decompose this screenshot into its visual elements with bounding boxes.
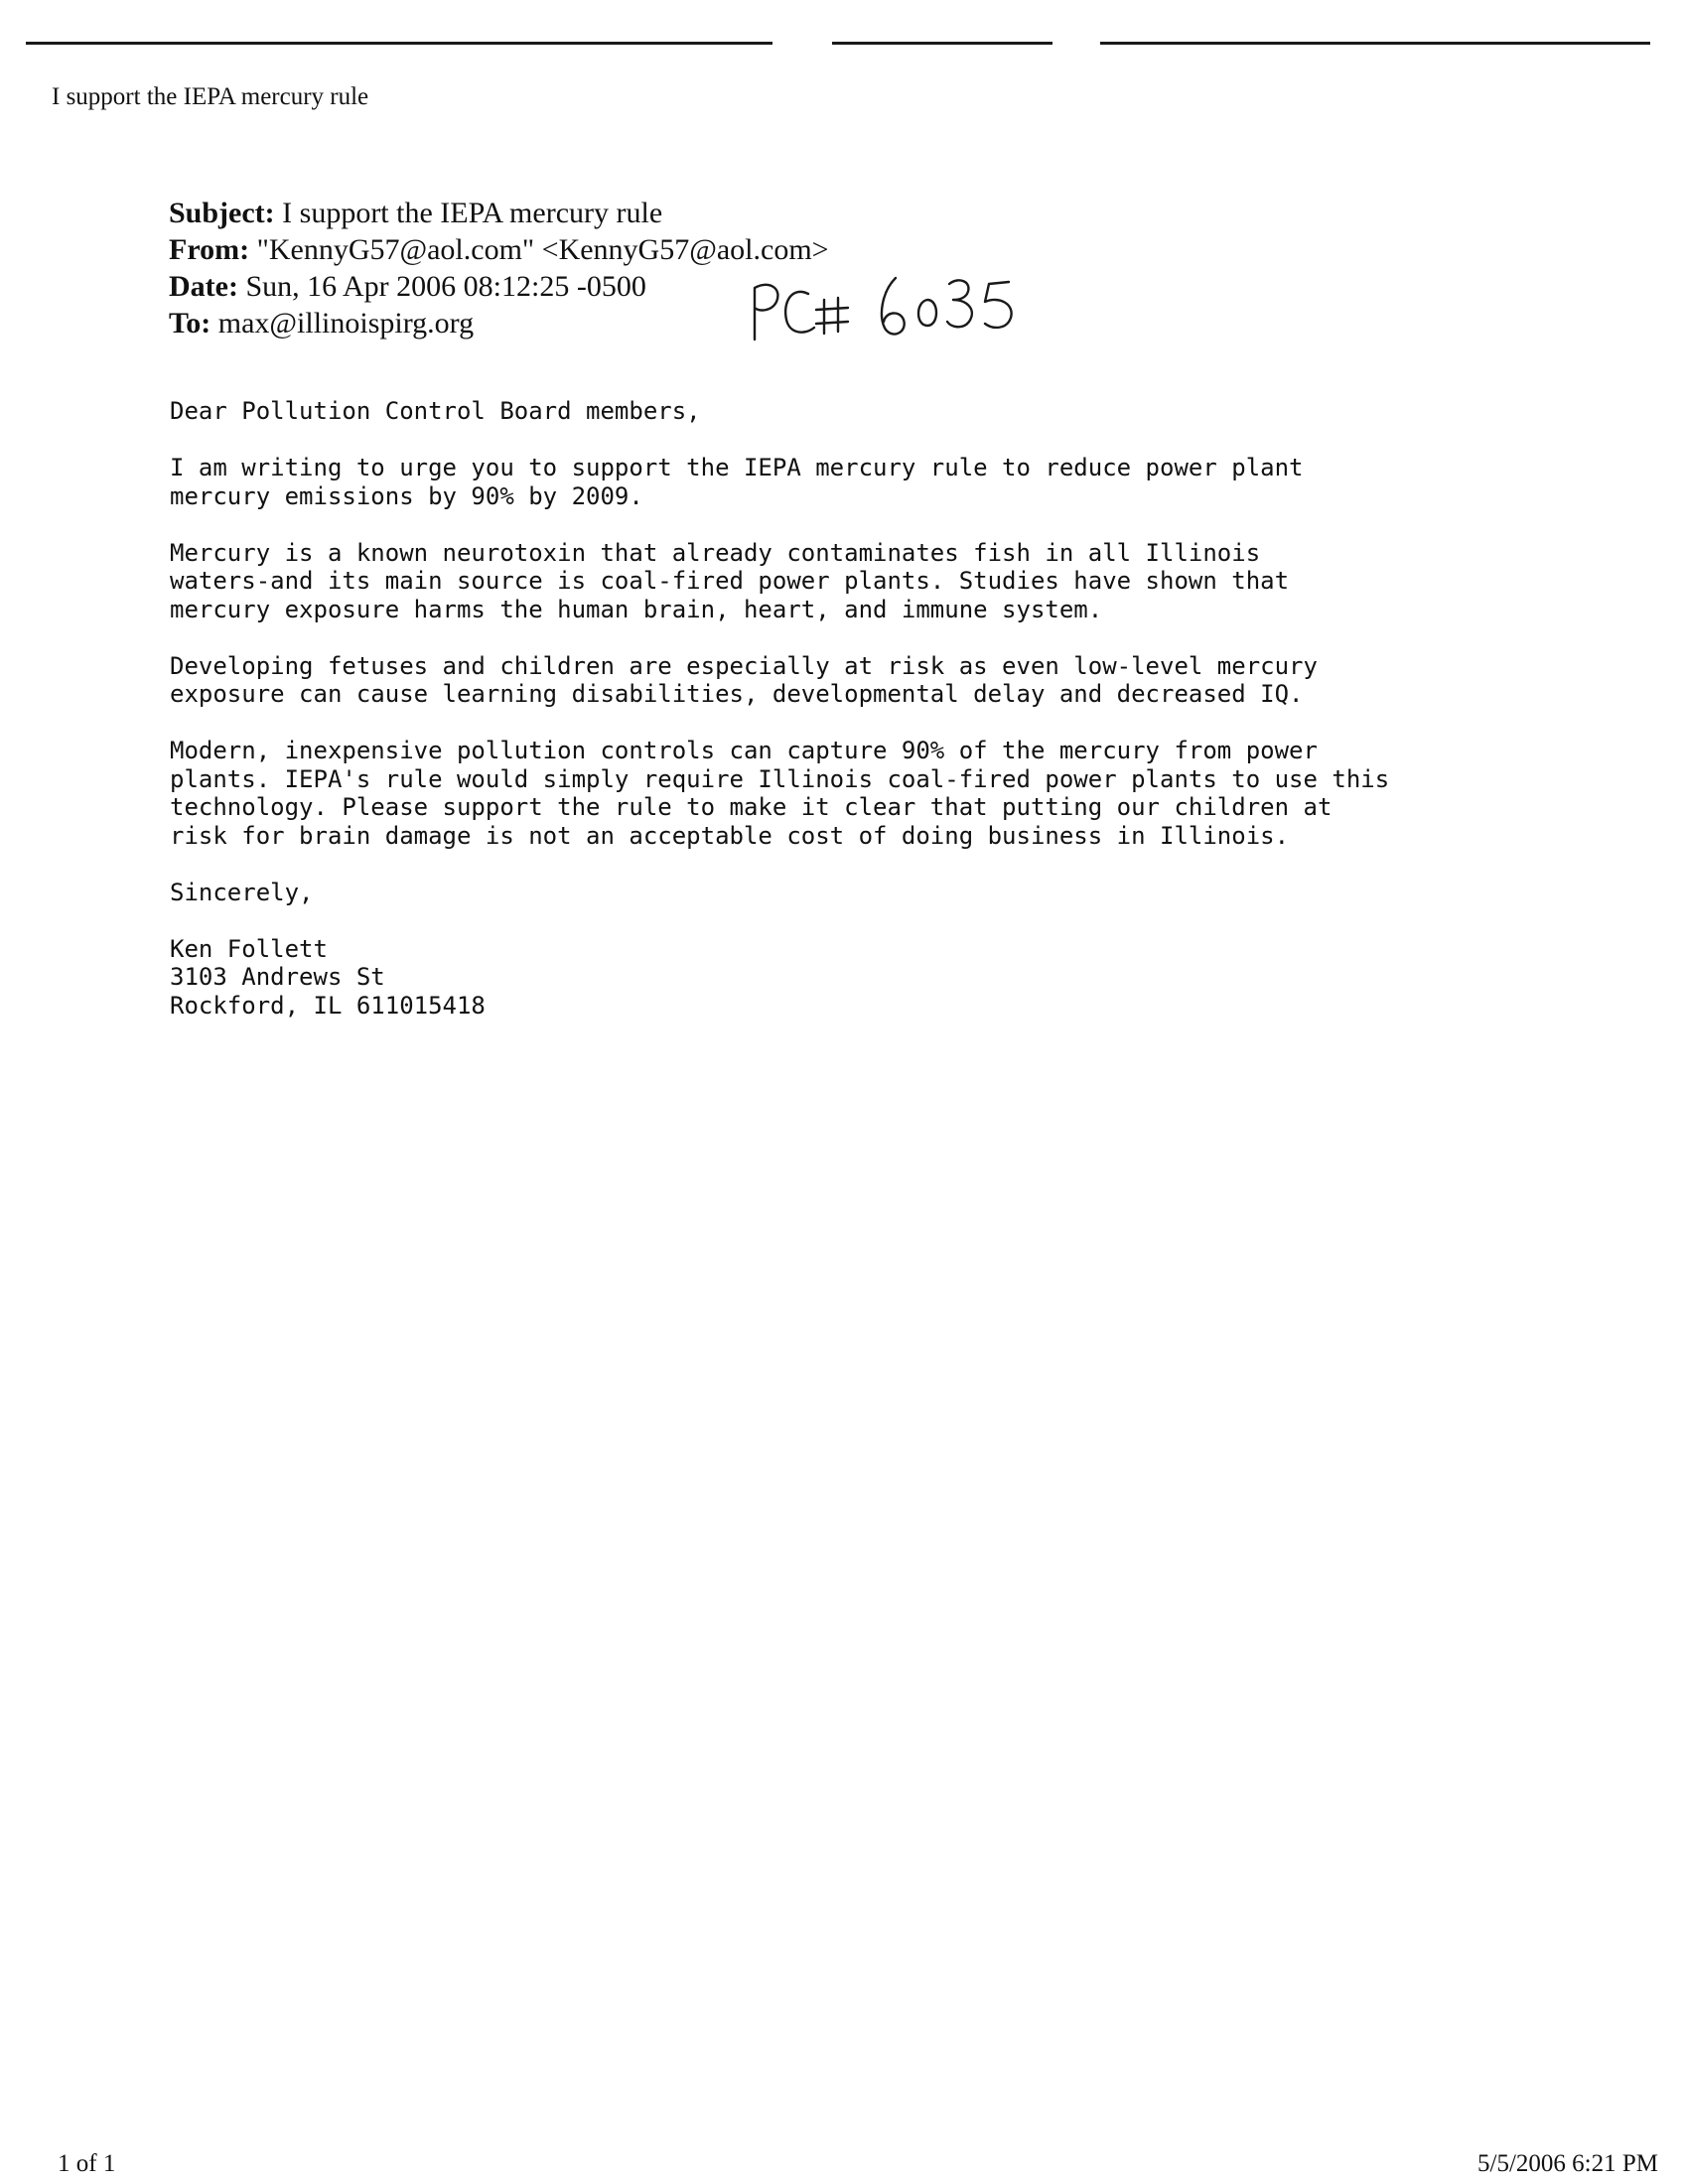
body-paragraph: Developing fetuses and children are especially at risk as even low-level mercury exposure can cause learning disabilities, developmental delay and decreased IQ. [170,651,1318,708]
print-timestamp: 5/5/2006 6:21 PM [1477,2150,1658,2177]
subject-row [169,195,829,231]
from-row [169,231,829,268]
top-rule-middle [832,42,1052,45]
to-label: To: [169,307,211,340]
signature-block [170,935,1639,1021]
subject-label: Subject: [169,197,275,229]
body-paragraph: I am writing to urge you to support the IEPA mercury rule to reduce power plant mercury emissions by 90% by 2009. [170,454,1304,510]
signature-name: Ken Follett [170,934,328,963]
subject-value: I support the IEPA mercury rule [282,197,663,229]
salutation: Dear Pollution Control Board members, [170,397,701,425]
date-row [169,268,829,305]
page-header-title: I support the IEPA mercury rule [52,83,369,110]
date-value: Sun, 16 Apr 2006 08:12:25 -0500 [245,270,646,303]
body-paragraph: Mercury is a known neurotoxin that already contaminates fish in all Illinois waters-and its main source is coal-fired power plants. Studies have shown that mercury exposure harms the human brain, heart, and immune system. [170,538,1290,623]
signature-city: Rockford, IL 611015418 [170,991,486,1020]
signature-street: 3103 Andrews St [170,963,385,991]
email-body [170,397,1639,1020]
top-rule-left [26,42,772,45]
to-value: max@illinoispirg.org [217,307,475,340]
date-label: Date: [169,270,238,303]
top-rule-right [1100,42,1650,45]
handwritten-pc-number-stamp [747,270,1025,349]
closing: Sincerely, [170,878,314,906]
from-label: From: [169,233,250,266]
page-number: 1 of 1 [58,2150,116,2177]
to-row [169,305,829,341]
email-headers [169,195,829,341]
from-value: "KennyG57@aol.com" <KennyG57@aol.com> [256,233,829,266]
body-paragraph: Modern, inexpensive pollution controls can capture 90% of the mercury from power plants. IEPA's rule would simply require Illinois coal-fired power plants to use this technology. Please support the rule to make it clear that putting our children at risk for brain damage is not an acceptable cost of doing business in Illinois. [170,737,1390,850]
